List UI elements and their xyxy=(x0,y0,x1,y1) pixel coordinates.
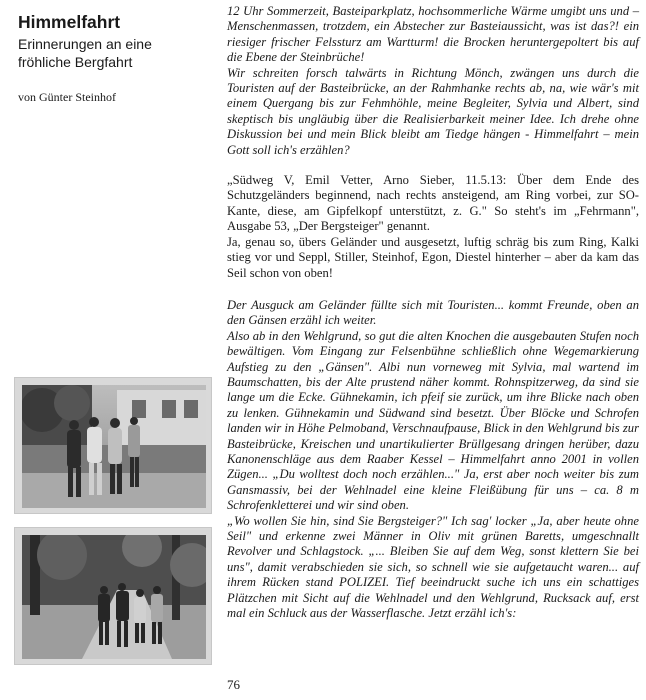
paragraph: Also ab in den Wehlgrund, so gut die alten Knochen die ausgebauten Stufen noch bewältigen. Vom Eingang zur Felsenbühne schließlich ohne Wegemarkierung Aufstieg zu den „Gänsen". Albi nun vorneweg mit Sylvia, mal wartend im Baumschatten, bis der Alte prustend näher kommt. Rohnspitzerweg, da sind sie lange um die Ecke. Gühnekamin, ich pfeif sie zurück, um ihre Blicke nach oben zu lenken. Gühnekamin und Südwand sind besetzt. Über Blöcke und Schrofen landen wir in Höhe Pelmoband, Verschnaufpause, Blick in den Wehlgrund bis zur Basteibrücke, Kreischen und unartikulierter Brüllgesang dringen herüber, dazu Kanonenschläge aus dem Raaber Kessel – Himmelfahrt anno 2001 in vollen Zügen... „Du wolltest doch noch erzählen..." Ja, erst aber noch weiter bis zum Gansmassiv, bei der Wehlnadel eine kleine Fleißübung für uns – ca. 8 m Schrofenkletterei und wir sind oben. xyxy=(227,328,639,513)
paragraph: „Südweg V, Emil Vetter, Arno Sieber, 11.5.13: Über dem Ende des Schutzgeländers beginnend, nach rechts ansteigend, am Ring vorbei, zur SO-Kante, diese, am Gipfelkopf unterstützt, z. G." So steht's im „Fehrmann", Ausgabe 53, „Der Bergsteiger" genannt. xyxy=(227,173,639,234)
paragraph: „Wo wollen Sie hin, sind Sie Bergsteiger?" Ich sag' locker „Ja, aber heute ohne Seil" und erkenne zwei Männer in Oliv mit grünen Baretts, umgeschnallt Revolver und Schlagstock. „... Bleiben Sie auf dem Weg, sonst klettern Sie bei uns", damit verabschieden sie sich, so schnell wie sie aufgetaucht waren... auf ihrem Rücken stand POLIZEI. Tief beeindruckt suche ich uns ein schattiges Plätzchen mit Sicht auf die Wehlnadel und den Wehlgrund, Rucksack auf, erst mal ein Schluck aus der Wasserflasche. Jetzt erzähl ich's: xyxy=(227,513,639,621)
paragraph: Ja, genau so, übers Geländer und ausgesetzt, luftig schräg bis zum Ring, Kalki stieg vor und Seppl, Stiller, Steinhof, Egon, Diestel hinterher – aber da kam das Seil schon von oben! xyxy=(227,234,639,280)
paragraph: Der Ausguck am Geländer füllte sich mit Touristen... kommt Freunde, oben an den Gänsen erzähl ich weiter. xyxy=(227,297,639,328)
page-number: 76 xyxy=(227,677,240,692)
article-title: Himmelfahrt xyxy=(18,12,121,32)
photo-street-group xyxy=(14,377,212,514)
photo-street-image xyxy=(22,385,206,508)
photo-forest-image xyxy=(22,535,206,659)
paragraph: Wir schreiten forsch talwärts in Richtung Mönch, zwängen uns durch die Touristen auf der Basteibrücke, an der Rahmhanke rechts ab, na, wie wär's mit einem Quergang bis zur Fehmhöhle, meine Begleiter, Sylvia und Albert, sind skeptisch bis ungläubig über die Realisierbarkeit meiner Idee. Ich drehe ohne Diskussion bei und mein Blick bleibt am Tiedge hängen - Himmelfahrt – mein Gott soll ich's erzählen? xyxy=(227,65,639,157)
article-author: von Günter Steinhof xyxy=(18,90,116,104)
paragraph: 12 Uhr Sommerzeit, Basteiparkplatz, hochsommerliche Wärme umgibt uns und – Menschenmassen, trotzdem, ein Abstecher zur Basteiaussicht, was ist das?! ein riesiger frischer Felssturz am Wartturm! die Brocken heruntergepoltert bis auf die Ebene der Steinbrüche! xyxy=(227,4,639,65)
article-body xyxy=(227,4,639,621)
article-subtitle: Erinnerungen an eine fröhliche Bergfahrt xyxy=(18,36,152,70)
photo-forest-group xyxy=(14,527,212,665)
